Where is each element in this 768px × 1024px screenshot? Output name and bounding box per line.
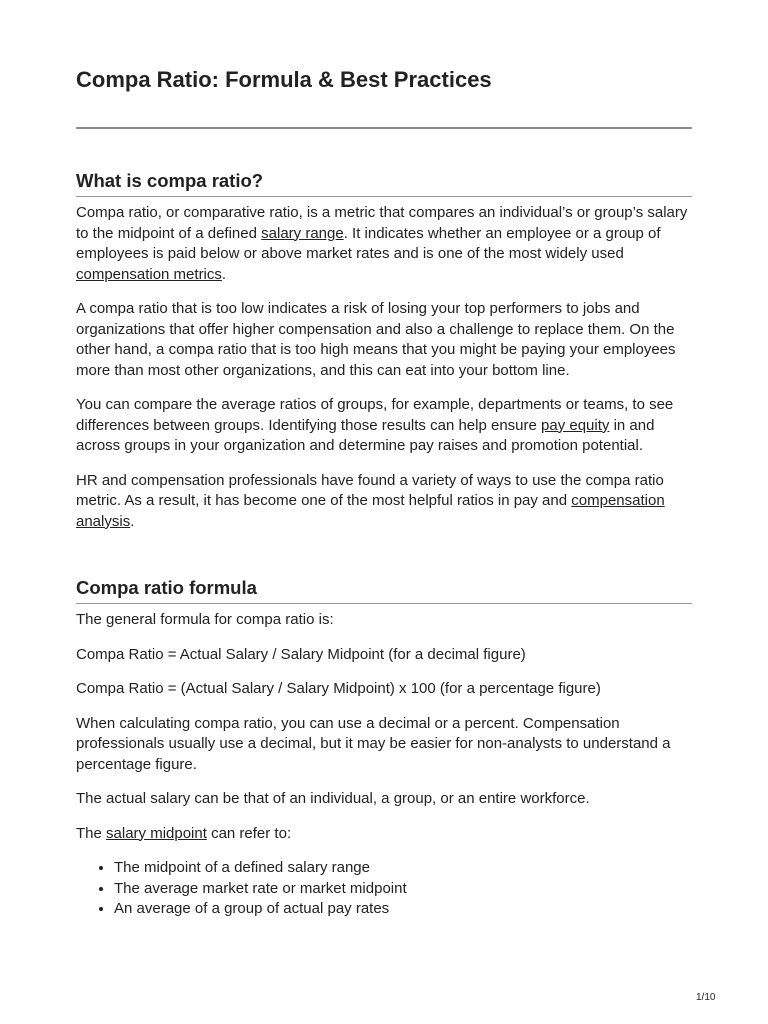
- section-heading: Compa ratio formula: [76, 576, 692, 604]
- text: . It indicates whether an employee or a group of employees is paid below or above market rates and is one of the most widely used: [76, 224, 661, 262]
- section-what-is: [76, 169, 692, 532]
- paragraph: A compa ratio that is too low indicates a risk of losing your top performers to jobs and organizations that offer higher compensation and also a challenge to replace them. On the other hand, a compa ratio that is too high means that you might be paying your employees more than most other organizations, and this can eat into your bottom line.: [76, 300, 676, 379]
- page-title: Compa Ratio: Formula & Best Practices: [76, 67, 492, 92]
- paragraph: [76, 824, 692, 845]
- text: .: [221, 265, 227, 283]
- text: Compa ratio, or comparative ratio, is a metric that compares an individual’s or group’s salary to the midpoint of a defined: [76, 204, 688, 242]
- link-compensation-metrics[interactable]: compensation metrics: [76, 265, 222, 283]
- page-number: 1/10: [696, 992, 716, 1003]
- paragraph: The actual salary can be that of an individual, a group, or an entire workforce.: [76, 790, 590, 807]
- text: The: [76, 824, 107, 842]
- text: can refer to:: [206, 824, 292, 842]
- paragraph: The general formula for compa ratio is:: [76, 611, 334, 628]
- list-item: • The average market rate or market midpoint: [114, 879, 692, 900]
- title-divider: [76, 127, 692, 129]
- section-heading: What is compa ratio?: [76, 169, 692, 197]
- formula-percentage: Compa Ratio = (Actual Salary / Salary Midpoint) x 100 (for a percentage figure): [76, 680, 601, 697]
- list-item: • The midpoint of a defined salary range: [114, 858, 692, 879]
- text: in and across groups in your organization and determine pay raises and promotion potential.: [76, 416, 655, 454]
- text: .: [130, 512, 135, 530]
- text: HR and compensation professionals have found a variety of ways to use the compa ratio metric. As a result, it has become one of the most helpful ratios in pay and: [76, 471, 664, 509]
- link-salary-range[interactable]: salary range: [261, 224, 344, 242]
- text: You can compare the average ratios of groups, for example, departments or teams, to see differences between groups. Identifying those results can help ensure: [76, 396, 674, 434]
- paragraph: [76, 203, 692, 285]
- formula-decimal: Compa Ratio = Actual Salary / Salary Midpoint (for a decimal figure): [76, 645, 526, 663]
- paragraph: When calculating compa ratio, you can use a decimal or a percent. Compensation professionals usually use a decimal, but it may be easier for non-analysts to understand a percentage figure.: [76, 714, 671, 773]
- section-formula: [76, 576, 692, 920]
- link-pay-equity[interactable]: pay equity: [541, 416, 610, 434]
- bullet-list: [76, 858, 692, 920]
- link-salary-midpoint[interactable]: salary midpoint: [106, 824, 207, 842]
- paragraph: [76, 395, 692, 457]
- paragraph: [76, 471, 692, 533]
- link-compensation-analysis[interactable]: compensation analysis: [76, 492, 665, 530]
- list-item: • An average of a group of actual pay rates: [114, 899, 692, 920]
